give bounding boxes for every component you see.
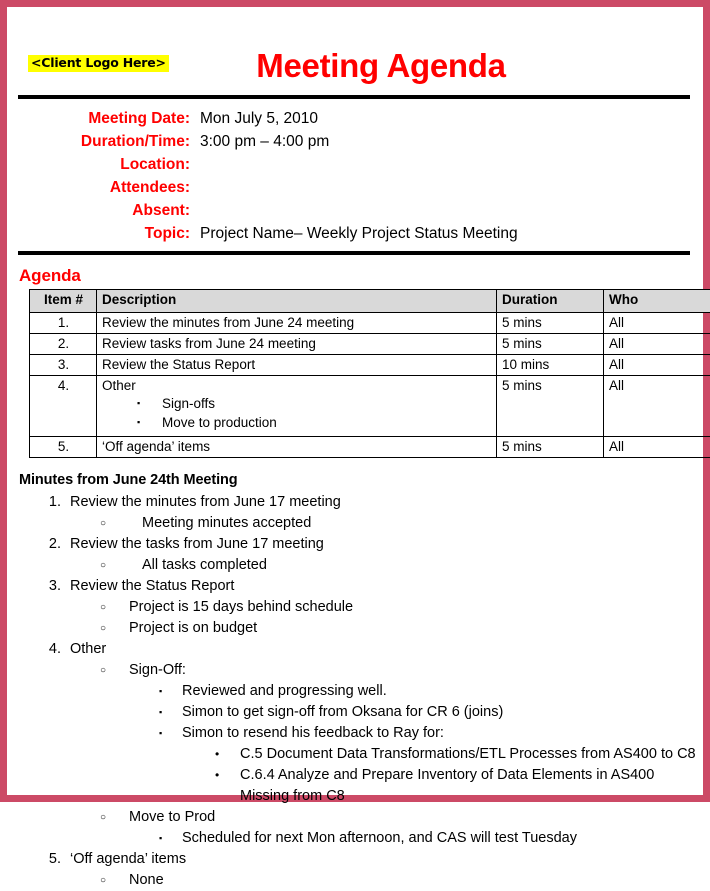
topic-label: Topic: [7, 222, 190, 245]
circle-bullet-icon: ○ [100, 807, 106, 828]
column-header-description: Description [97, 290, 497, 313]
cell-description-text: Review the minutes from June 24 meeting [102, 315, 354, 330]
minutes-heading: Minutes from June 24th Meeting [19, 472, 703, 488]
cell-description [97, 437, 497, 458]
square-bullet-icon: ▪ [159, 828, 162, 849]
list-item-label: Sign-Off: [129, 662, 186, 678]
cell-duration: 5 mins [497, 376, 604, 437]
cell-who: All [604, 437, 710, 458]
attendees-label: Attendees: [7, 176, 190, 199]
list-item-label: All tasks completed [142, 557, 267, 573]
circle-bullet-icon: ○ [100, 597, 106, 618]
agenda-heading: Agenda [19, 266, 703, 286]
cell-item: 5. [30, 437, 97, 458]
list-item [129, 828, 703, 849]
cell-description-text: Review tasks from June 24 meeting [102, 336, 316, 351]
cell-description-text: Other [102, 378, 136, 393]
list-item-label: None [129, 872, 164, 888]
duration-time-value: 3:00 pm – 4:00 pm [190, 130, 329, 153]
list-item [70, 597, 703, 618]
list-item [70, 807, 703, 849]
column-header-who: Who [604, 290, 710, 313]
meeting-detail-row [7, 199, 703, 222]
cell-description [97, 355, 497, 376]
cell-description [97, 334, 497, 355]
minutes-level2-list [70, 555, 703, 576]
list-item-number: 3. [41, 576, 61, 597]
list-item [182, 744, 703, 765]
square-bullet-icon: ▪ [159, 723, 162, 744]
list-item [102, 394, 492, 413]
list-item-label: Project is on budget [129, 620, 257, 636]
list-item [102, 413, 492, 432]
list-item [7, 534, 703, 576]
list-item-label: Sign-offs [162, 396, 215, 411]
round-bullet-icon: • [215, 744, 219, 765]
list-item-label: C.6.4 Analyze and Prepare Inventory of Data Elements in AS400 Missing from C8 [240, 767, 654, 804]
circle-bullet-icon: ○ [100, 555, 106, 576]
list-item-label: Review the minutes from June 17 meeting [70, 494, 341, 510]
table-row [30, 313, 710, 334]
cell-item: 2. [30, 334, 97, 355]
meeting-detail-row [7, 176, 703, 199]
client-logo-placeholder: <Client Logo Here> [28, 55, 169, 72]
square-bullet-icon: ▪ [159, 702, 162, 723]
minutes-level2-list [70, 870, 703, 891]
cell-item: 1. [30, 313, 97, 334]
agenda-table [29, 289, 710, 458]
cell-description [97, 376, 497, 437]
agenda-table-body [30, 313, 710, 458]
list-item-label: ‘Off agenda’ items [70, 851, 186, 867]
absent-label: Absent: [7, 199, 190, 222]
list-item-label: Other [70, 641, 106, 657]
duration-time-label: Duration/Time: [7, 130, 190, 153]
cell-who: All [604, 334, 710, 355]
list-item [70, 618, 703, 639]
cell-duration: 5 mins [497, 334, 604, 355]
circle-bullet-icon: ○ [100, 618, 106, 639]
list-item [129, 681, 703, 702]
list-item-label: Review the tasks from June 17 meeting [70, 536, 324, 552]
meeting-details [7, 99, 703, 249]
list-item-label: Simon to resend his feedback to Ray for: [182, 725, 444, 741]
cell-description-text: Review the Status Report [102, 357, 255, 372]
header-divider-bottom [18, 251, 690, 255]
table-row [30, 437, 710, 458]
list-item [129, 723, 703, 807]
list-item-label: C.5 Document Data Transformations/ETL Processes from AS400 to C8 [240, 746, 696, 762]
minutes-outline [7, 492, 703, 891]
page-title: Meeting Agenda [7, 47, 703, 85]
list-item-label: Reviewed and progressing well. [182, 683, 387, 699]
list-item [70, 513, 703, 534]
cell-sub-bullet-list [102, 394, 492, 434]
list-item-label: Review the Status Report [70, 578, 234, 594]
meeting-date-value: Mon July 5, 2010 [190, 107, 318, 130]
list-item-label: Move to production [162, 415, 277, 430]
minutes-level3-list [129, 828, 703, 849]
meeting-date-label: Meeting Date: [7, 107, 190, 130]
list-item [7, 576, 703, 639]
round-bullet-icon: • [215, 765, 219, 786]
circle-bullet-icon: ○ [100, 660, 106, 681]
cell-duration: 10 mins [497, 355, 604, 376]
list-item-number: 5. [41, 849, 61, 870]
minutes-level2-list [70, 597, 703, 639]
list-item [70, 555, 703, 576]
document-header [7, 7, 703, 95]
list-item [70, 870, 703, 891]
list-item-label: Meeting minutes accepted [142, 515, 311, 531]
square-bullet-icon: ▪ [159, 681, 162, 702]
list-item [182, 765, 703, 807]
column-header-duration: Duration [497, 290, 604, 313]
meeting-detail-row [7, 222, 703, 245]
circle-bullet-icon: ○ [100, 870, 106, 891]
list-item [7, 639, 703, 849]
list-item [7, 849, 703, 891]
meeting-detail-row [7, 130, 703, 153]
cell-who: All [604, 376, 710, 437]
list-item-number: 2. [41, 534, 61, 555]
table-header-row [30, 290, 710, 313]
cell-description-text: ‘Off agenda’ items [102, 439, 210, 454]
cell-who: All [604, 355, 710, 376]
meeting-detail-row [7, 107, 703, 130]
meeting-detail-row [7, 153, 703, 176]
location-label: Location: [7, 153, 190, 176]
cell-duration: 5 mins [497, 437, 604, 458]
list-item [129, 702, 703, 723]
circle-bullet-icon: ○ [100, 513, 106, 534]
agenda-table-container [29, 289, 677, 458]
cell-duration: 5 mins [497, 313, 604, 334]
minutes-level3-list [129, 681, 703, 807]
list-item-number: 1. [41, 492, 61, 513]
list-item-label: Project is 15 days behind schedule [129, 599, 353, 615]
topic-value: Project Name– Weekly Project Status Meeting [190, 222, 518, 245]
table-row [30, 355, 710, 376]
table-row [30, 334, 710, 355]
cell-description [97, 313, 497, 334]
list-item [7, 492, 703, 534]
list-item-number: 4. [41, 639, 61, 660]
cell-item: 3. [30, 355, 97, 376]
list-item-label: Scheduled for next Mon afternoon, and CAS will test Tuesday [182, 830, 577, 846]
list-item-label: Simon to get sign-off from Oksana for CR 6 (joins) [182, 704, 503, 720]
table-row [30, 376, 710, 437]
cell-who: All [604, 313, 710, 334]
minutes-level4-list [182, 744, 703, 807]
minutes-level2-list [70, 513, 703, 534]
square-bullet-icon: ▪ [137, 413, 140, 432]
page-content [7, 7, 703, 795]
list-item [70, 660, 703, 807]
minutes-level1-list [7, 492, 703, 891]
column-header-item: Item # [30, 290, 97, 313]
list-item-label: Move to Prod [129, 809, 215, 825]
minutes-level2-list [70, 660, 703, 849]
square-bullet-icon: ▪ [137, 394, 140, 413]
cell-item: 4. [30, 376, 97, 437]
